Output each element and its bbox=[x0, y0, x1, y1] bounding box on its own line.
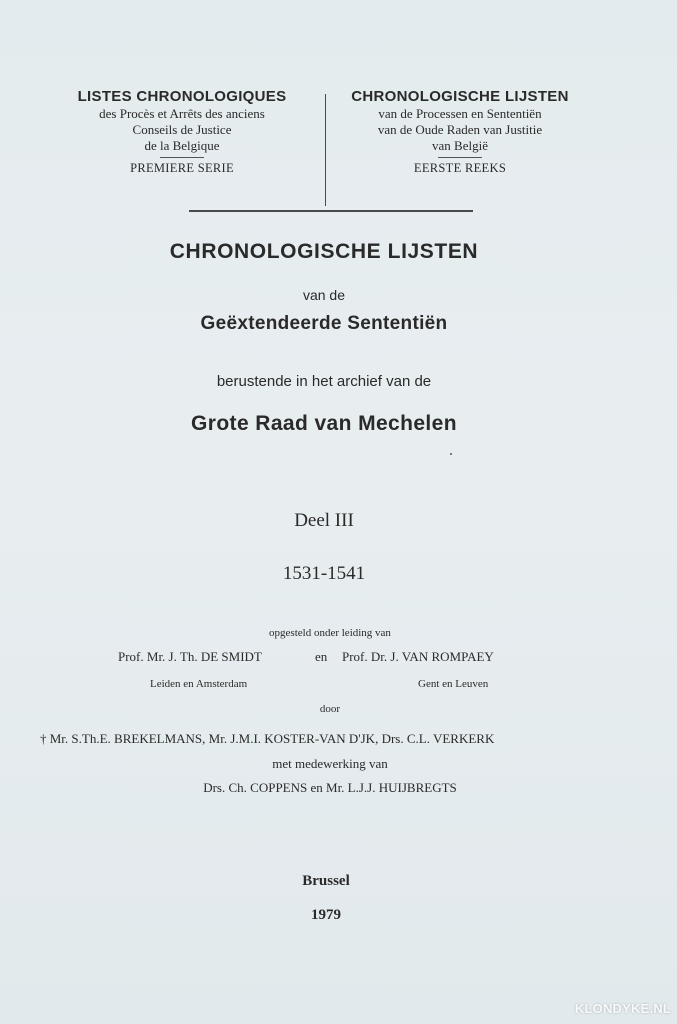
editor-left: Prof. Mr. J. Th. DE SMIDT bbox=[118, 649, 262, 664]
header-right-block bbox=[330, 88, 590, 176]
main-title: CHRONOLOGISCHE LIJSTEN bbox=[169, 240, 479, 263]
editor-conjunction: en bbox=[315, 649, 328, 664]
van-de-text: van de bbox=[302, 287, 346, 303]
editor-left-place: Leiden en Amsterdam bbox=[150, 678, 248, 690]
header-left-rule bbox=[160, 157, 204, 158]
header-right-rule bbox=[438, 157, 482, 158]
header-right-line: van België bbox=[432, 138, 488, 153]
header-left-title: LISTES CHRONOLOGIQUES bbox=[77, 88, 287, 105]
header-right-series: EERSTE REEKS bbox=[413, 161, 507, 175]
volume-years: 1531-1541 bbox=[282, 563, 366, 584]
speck bbox=[450, 453, 452, 455]
institution-title: Grote Raad van Mechelen bbox=[191, 412, 457, 435]
berustende-text: berustende in het archief van de bbox=[216, 373, 432, 390]
medewerking-text: met medewerking van bbox=[272, 756, 388, 771]
header-divider bbox=[325, 94, 326, 206]
subtitle: Geëxtendeerde Sententiën bbox=[200, 313, 448, 334]
volume-label: Deel III bbox=[294, 510, 354, 531]
opgesteld-text: opgesteld onder leiding van bbox=[269, 627, 391, 639]
header-left-line: des Procès et Arrêts des anciens bbox=[99, 106, 265, 121]
header-rule bbox=[189, 210, 473, 212]
header-right-title: CHRONOLOGISCHE LIJSTEN bbox=[351, 88, 569, 105]
watermark: KLONDYKE.NL bbox=[574, 1001, 671, 1016]
header-right-line: van de Processen en Sententiën bbox=[378, 106, 542, 121]
header-right-line: van de Oude Raden van Justitie bbox=[377, 122, 543, 137]
imprint-year: 1979 bbox=[311, 907, 341, 923]
header-left-block bbox=[40, 88, 324, 176]
header-left-line: Conseils de Justice bbox=[132, 122, 232, 137]
authors: † Mr. S.Th.E. BREKELMANS, Mr. J.M.I. KOSTER-VAN D'JK, Drs. C.L. VERKERK bbox=[40, 731, 495, 746]
header-left-line: de la Belgique bbox=[144, 138, 220, 153]
imprint-city: Brussel bbox=[302, 873, 350, 889]
header-left-series: PREMIERE SERIE bbox=[130, 161, 234, 175]
door-text: door bbox=[319, 703, 341, 715]
editor-right: Prof. Dr. J. VAN ROMPAEY bbox=[342, 649, 494, 664]
contributors: Drs. Ch. COPPENS en Mr. L.J.J. HUIJBREGTS bbox=[203, 780, 457, 795]
editor-right-place: Gent en Leuven bbox=[418, 678, 489, 690]
